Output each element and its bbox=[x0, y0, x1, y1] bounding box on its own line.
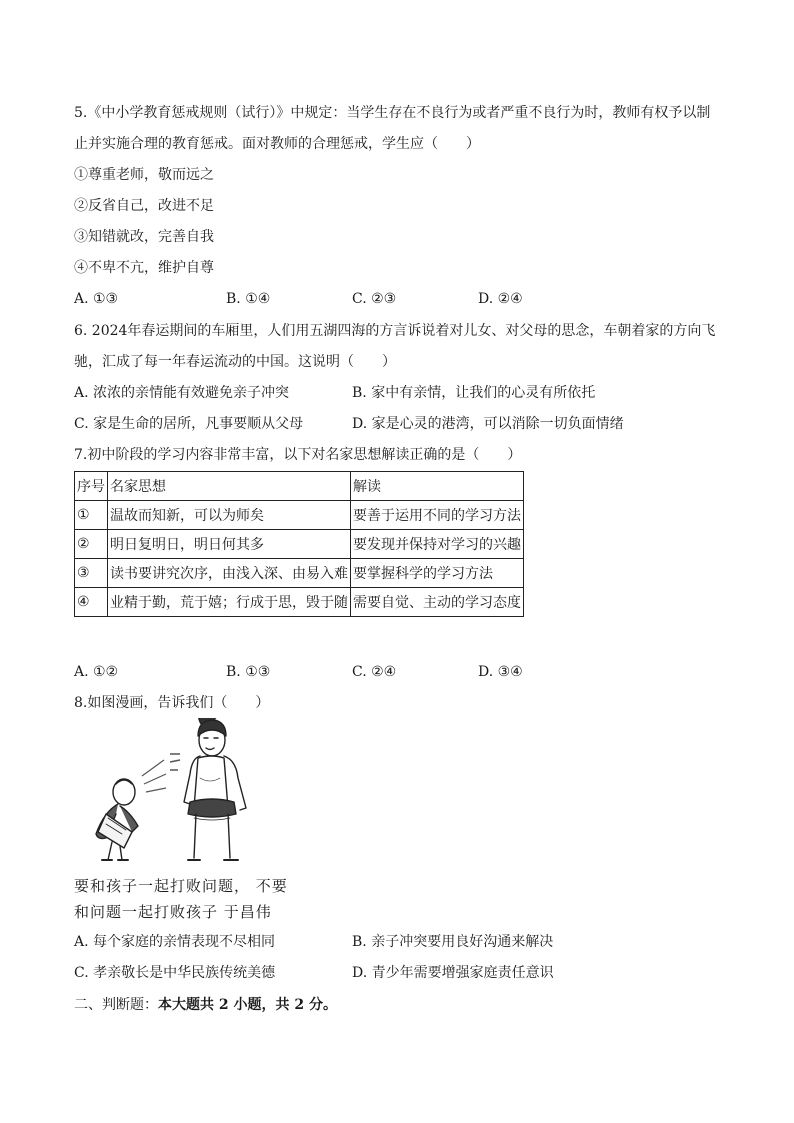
row-thought: 明日复明日，明日何其多 bbox=[108, 530, 351, 559]
header-index: 序号 bbox=[75, 472, 108, 501]
q7-option-d: D. ③④ bbox=[478, 664, 523, 680]
header-thought: 名家思想 bbox=[108, 472, 351, 501]
q5-stem-line2: 止并实施合理的教育惩戒。面对教师的合理惩戒，学生应（ ） bbox=[74, 136, 480, 152]
row-thought: 业精于勤，荒于嬉；行成于思，毁于随 bbox=[108, 588, 351, 617]
q7-table bbox=[74, 471, 524, 617]
q5-statement-2: ②反省自己，改进不足 bbox=[74, 198, 214, 214]
q5-statement-4: ④不卑不亢，维护自尊 bbox=[74, 260, 214, 276]
table-row bbox=[75, 501, 524, 530]
row-interpretation: 需要自觉、主动的学习态度 bbox=[351, 588, 524, 617]
section-prefix: 二、判断题： bbox=[74, 997, 158, 1013]
q8-option-b: B. 亲子冲突要用良好沟通来解决 bbox=[352, 934, 554, 950]
table-row bbox=[75, 530, 524, 559]
header-interpretation: 解读 bbox=[351, 472, 524, 501]
comic-illustration bbox=[72, 718, 302, 868]
q6-option-c: C. 家是生命的居所，凡事要顺从父母 bbox=[74, 416, 304, 432]
q5-option-c: C. ②③ bbox=[352, 291, 397, 307]
row-interpretation: 要掌握科学的学习方法 bbox=[351, 559, 524, 588]
q8-option-d: D. 青少年需要增强家庭责任意识 bbox=[352, 965, 554, 981]
comic-caption-line1: 要和孩子一起打败问题， 不要 bbox=[74, 877, 288, 895]
q5-statement-1: ①尊重老师，敬而远之 bbox=[74, 167, 214, 183]
row-thought: 读书要讲究次序，由浅入深、由易入难 bbox=[108, 559, 351, 588]
table-row bbox=[75, 559, 524, 588]
q6-option-a: A. 浓浓的亲情能有效避免亲子冲突 bbox=[74, 385, 290, 401]
q5-stem-line1: 5.《中小学教育惩戒规则（试行）》中规定：当学生存在不良行为或者严重不良行为时，教师有权予以制 bbox=[74, 105, 711, 121]
q5-option-d: D. ②④ bbox=[478, 291, 523, 307]
q7-option-c: C. ②④ bbox=[352, 664, 397, 680]
row-index: ④ bbox=[75, 588, 108, 617]
comic-caption-line2: 和问题一起打败孩子 于昌伟 bbox=[74, 903, 272, 921]
row-interpretation: 要发现并保持对学习的兴趣 bbox=[351, 530, 524, 559]
q5-option-a: A. ①③ bbox=[74, 291, 119, 307]
q6-stem-line1: 6. 2024年春运期间的车厢里，人们用五湖四海的方言诉说着对儿女、对父母的思念，车朝着家的方向飞 bbox=[74, 323, 716, 339]
section-description: 本大题共 2 小题，共 2 分。 bbox=[158, 997, 337, 1013]
q6-stem-line2: 驰，汇成了每一年春运流动的中国。这说明（ ） bbox=[74, 354, 396, 370]
q5-statement-3: ③知错就改，完善自我 bbox=[74, 229, 214, 245]
table-header-row bbox=[75, 472, 524, 501]
q6-option-b: B. 家中有亲情，让我们的心灵有所依托 bbox=[352, 385, 596, 401]
row-interpretation: 要善于运用不同的学习方法 bbox=[351, 501, 524, 530]
q8-option-c: C. 孝亲敬长是中华民族传统美德 bbox=[74, 965, 276, 981]
row-index: ① bbox=[75, 501, 108, 530]
row-thought: 温故而知新，可以为师矣 bbox=[108, 501, 351, 530]
row-index: ② bbox=[75, 530, 108, 559]
q7-stem: 7.初中阶段的学习内容非常丰富，以下对名家思想解读正确的是（ ） bbox=[74, 447, 522, 463]
section-heading bbox=[74, 995, 337, 1015]
q6-option-d: D. 家是心灵的港湾，可以消除一切负面情绪 bbox=[352, 416, 624, 432]
row-index: ③ bbox=[75, 559, 108, 588]
q7-option-b: B. ①③ bbox=[226, 664, 271, 680]
q7-option-a: A. ①② bbox=[74, 664, 119, 680]
q8-stem: 8.如图漫画，告诉我们（ ） bbox=[74, 695, 270, 711]
table-row bbox=[75, 588, 524, 617]
q8-option-a: A. 每个家庭的亲情表现不尽相同 bbox=[74, 934, 276, 950]
q5-option-b: B. ①④ bbox=[226, 291, 271, 307]
